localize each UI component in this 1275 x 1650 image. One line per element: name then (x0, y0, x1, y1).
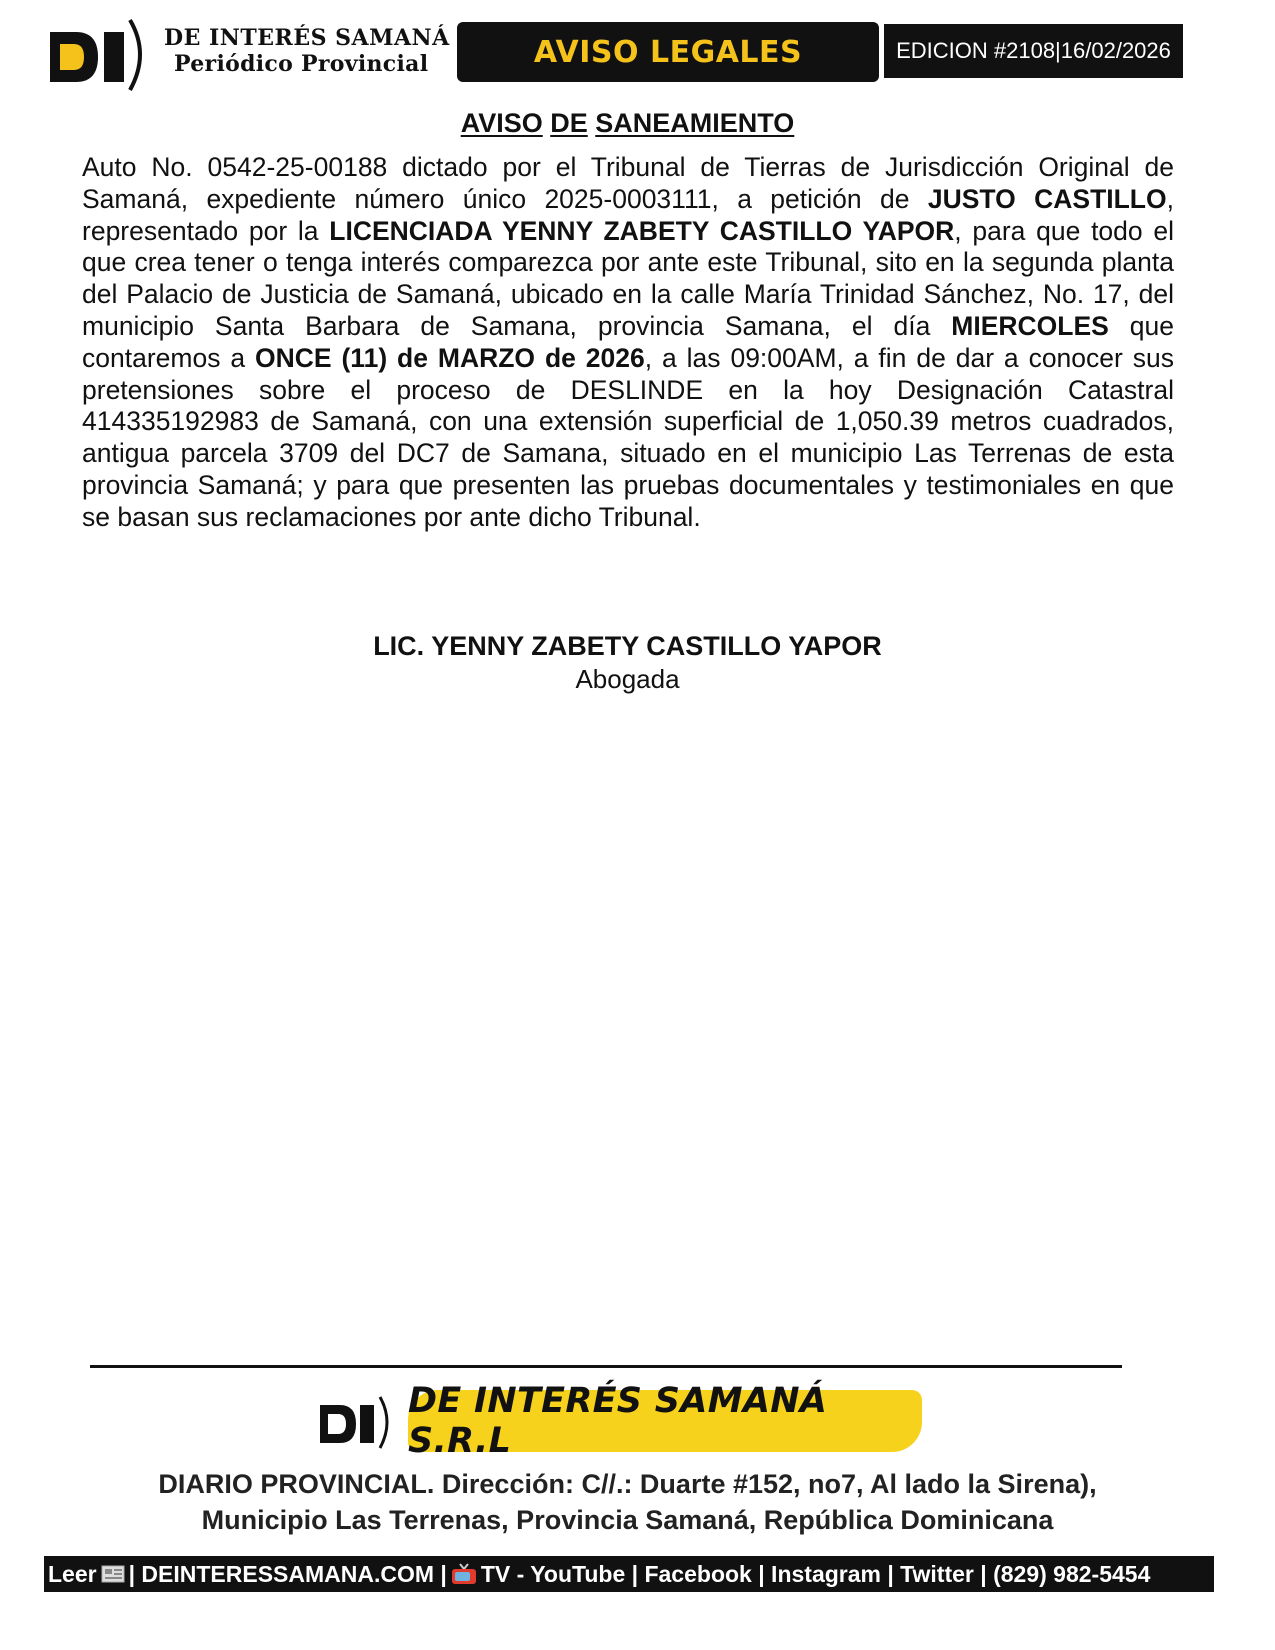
representative-name: LICENCIADA YENNY ZABETY CASTILLO YAPOR (329, 215, 955, 246)
footer-brand-name: DE INTERÉS SAMANÁ S.R.L (408, 1381, 828, 1461)
signature-block (0, 630, 1255, 695)
notice-body-text: que contaremos a (82, 310, 1175, 373)
tv-icon (451, 1563, 477, 1585)
address-line: DIARIO PROVINCIAL. Dirección: C//.: Duarte #152, no7, Al lado la Sirena), (158, 1469, 1097, 1499)
notice-body-text: , representado por la (82, 183, 1174, 246)
contact-read-label: Leer (48, 1560, 97, 1587)
footer-brand-badge (408, 1381, 922, 1461)
publication-name-block (164, 24, 450, 76)
notice-body-text: , para que todo el que crea tener o tenga interés comparezca por ante este Tribunal, sito en la segunda planta del Palacio de Justicia de Samaná, ubicado en la calle María Trinidad Sánchez, No. 17, del municipio Santa Barbara de Samana, provincia Samana, el día (82, 215, 1174, 341)
contact-website[interactable]: | DEINTERESSAMANA.COM | (128, 1560, 447, 1587)
contact-bar (44, 1556, 1214, 1592)
notice-title-word: AVISO (460, 108, 543, 138)
publication-subtitle: Periódico Provincial (174, 51, 429, 77)
petitioner-name: JUSTO CASTILLO (927, 183, 1167, 214)
contact-channels: TV - YouTube | Facebook | Instagram | Twitter | (829) 982-5454 (480, 1560, 1151, 1587)
footer-divider (90, 1365, 1122, 1368)
section-banner (457, 22, 879, 82)
notice-title-word: DE (550, 108, 588, 138)
hearing-weekday: MIERCOLES (951, 310, 1109, 341)
footer-address (0, 1466, 1255, 1538)
notice-body (82, 152, 1174, 534)
address-line: Municipio Las Terrenas, Provincia Samaná, República Dominicana (201, 1505, 1054, 1535)
edition-label: EDICION #2108|16/02/2026 (896, 38, 1171, 63)
notice-body-text: , a las 09:00AM, a fin de dar a conocer sus pretensiones sobre el proceso de DESLINDE en la hoy Designación Catastral 414335192983 de Samaná, con una extensión superficial de 1,050.39 metros cuadrados, antigua parcela 3709 del DC7 de Samana, situado en el municipio Las Terrenas de esta provincia Samaná; y para que presenten las pruebas documentales y testimoniales en que se basan sus reclamaciones por ante dicho Tribunal. (82, 342, 1174, 532)
hearing-date: ONCE (11) de MARZO de 2026 (255, 342, 645, 373)
di-logo-icon (46, 14, 154, 94)
notice-body-text: Auto No. 0542-25-00188 dictado por el Tribunal de Tierras de Jurisdicción Original de Samaná, expediente número único 2025-0003111, a petición de (82, 152, 1174, 214)
footer-di-logo-icon (318, 1393, 398, 1451)
signature-name: LIC. YENNY ZABETY CASTILLO YAPOR (373, 631, 882, 661)
section-banner-label: AVISO LEGALES (533, 34, 803, 70)
newspaper-icon (101, 1564, 125, 1584)
notice-title-word: SANEAMIENTO (595, 108, 795, 138)
publication-name: DE INTERÉS SAMANÁ (164, 25, 450, 51)
notice-title (0, 106, 1255, 140)
signature-role: Abogada (575, 664, 680, 694)
edition-box (884, 24, 1183, 78)
